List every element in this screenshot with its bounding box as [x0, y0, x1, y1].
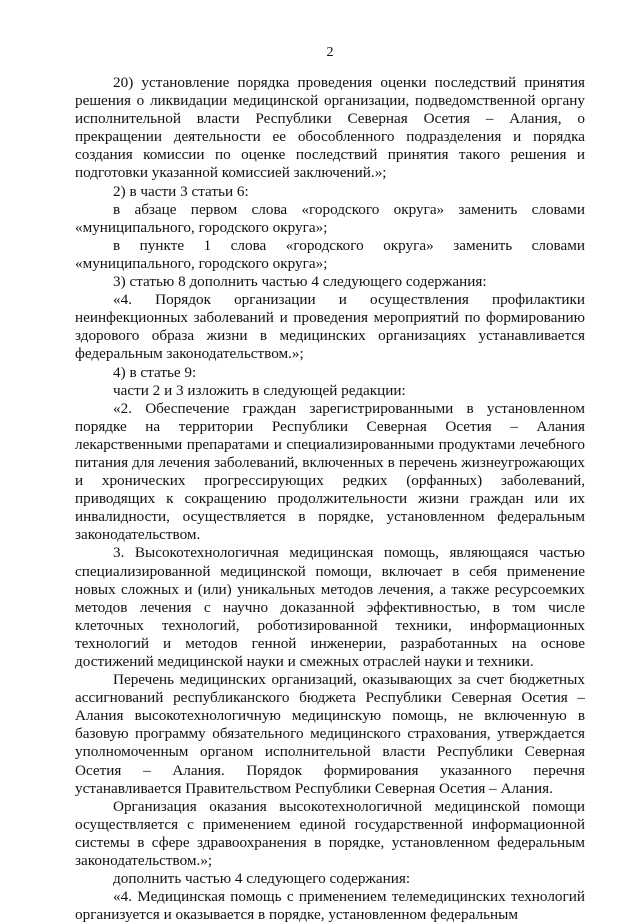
paragraph-punkt-1: в пункте 1 слова «городского округа» заменить словами «муниципального, городского округа»;	[75, 236, 585, 272]
paragraph-parts-2-3-intro: части 2 и 3 изложить в следующей редакции:	[113, 381, 406, 399]
document-body	[75, 74, 585, 924]
paragraph-organization-of-care: Организация оказания высокотехнологичной медицинской помощи осуществляется с применением единой государственной информационной системы в сфере здравоохранения в порядке, установленном федеральным законодательством.»;	[75, 797, 585, 870]
paragraph-item-20: 20) установление порядка проведения оценки последствий принятия решения о ликвидации медицинской организации, подведомственной органу исполнительной власти Республики Северная Осетия – Алания, о прекращении деятельности ее обособленного подразделения и порядка создания комиссии по оценке последствий принятия такого решения и подготовки указанной комиссией заключений.»;	[75, 74, 585, 182]
paragraph-part2: «2. Обеспечение граждан зарегистрированными в установленном порядке на территории Республики Северная Осетия – Алания лекарственными препаратами и специализированными продуктами лечебного питания для лечения заболеваний, включенных в перечень жизнеугрожающих и хронических прогрессирующих редких (орфанных) заболеваний, приводящих к сокращению продолжительности жизни граждан или их инвалидности, осуществляется в порядке, установленном федеральным законодательством.	[75, 399, 585, 544]
paragraph-add-part4-intro: дополнить частью 4 следующего содержания:	[113, 870, 411, 888]
paragraph-part3-art6: 2) в части 3 статьи 6:	[113, 182, 249, 200]
page-number: 2	[326, 45, 334, 60]
paragraph-telemedicine: «4. Медицинская помощь с применением телемедицинских технологий организуется и оказывается в порядке, установленном федеральным	[75, 888, 585, 924]
paragraph-art8-part4: «4. Порядок организации и осуществления профилактики неинфекционных заболеваний и проведения мероприятий по формированию здорового образа жизни в медицинских организациях устанавливается федеральным законодательством.»;	[75, 291, 585, 363]
paragraph-part3: 3. Высокотехнологичная медицинская помощь, являющаяся частью специализированной медицинской помощи, включает в себя применение новых сложных и (или) уникальных методов лечения, а также ресурсоемких методов лечения с научно доказанной эффективностью, в том числе клеточных технологий, роботизированной техники, информационных технологий и методов генной инженерии, разработанных на основе достижений медицинской науки и смежных отраслей науки и техники.	[75, 544, 585, 670]
paragraph-abzac-first: в абзаце первом слова «городского округа» заменить словами «муниципального, городского округа»;	[75, 200, 585, 236]
paragraph-art8-intro: 3) статью 8 дополнить частью 4 следующего содержания:	[113, 273, 487, 291]
paragraph-list-of-organizations: Перечень медицинских организаций, оказывающих за счет бюджетных ассигнований республиканского бюджета Республики Северная Осетия – Алания высокотехнологичную медицинскую помощь, не включенную в базовую программу обязательного медицинского страхования, утверждается уполномоченным органом исполнительной власти Республики Северная Осетия – Алания. Порядок формирования указанного перечня устанавливается Правительством Республики Северная Осетия – Алания.	[75, 671, 585, 797]
paragraph-art9-intro: 4) в статье 9:	[113, 363, 197, 381]
